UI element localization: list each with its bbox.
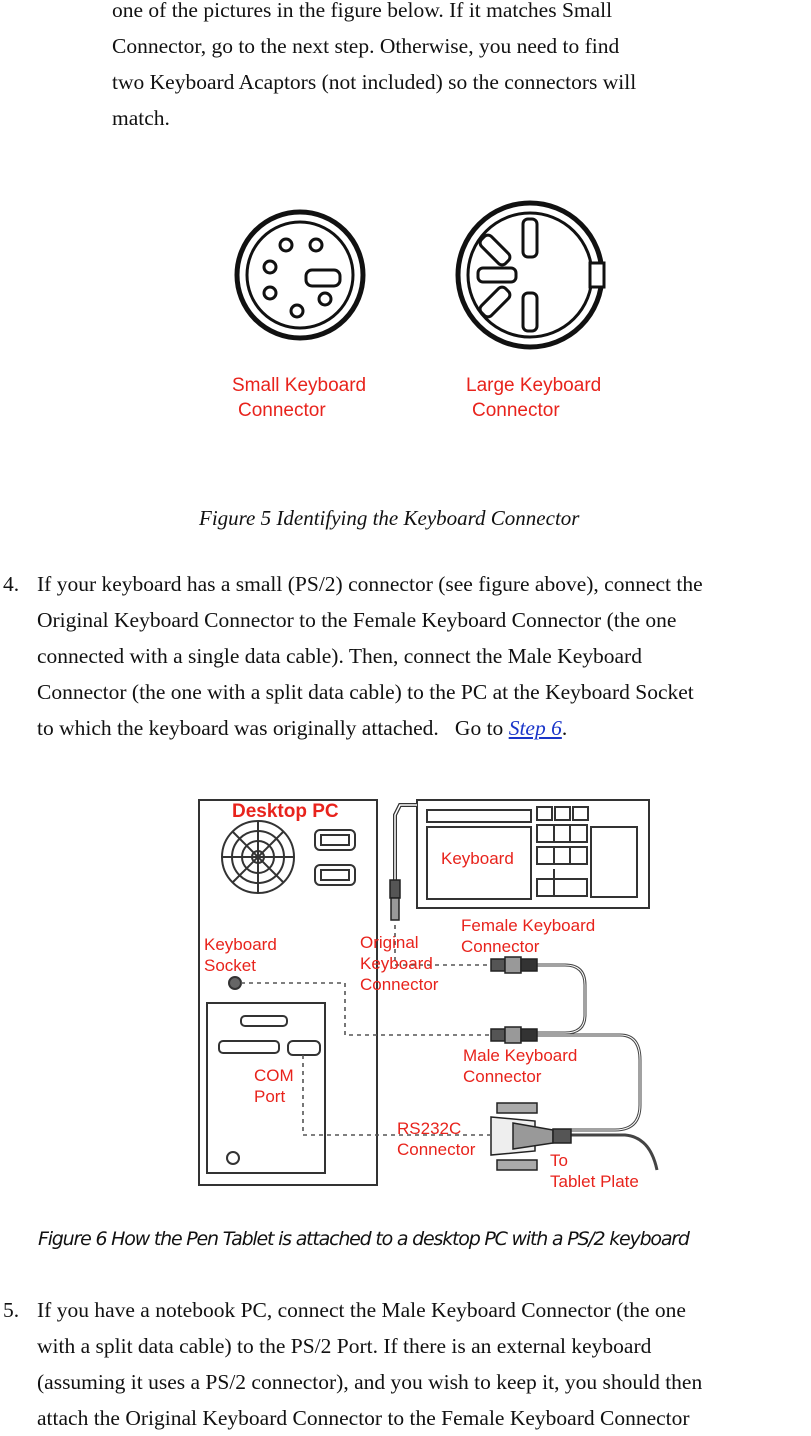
step-5-line: attach the Original Keyboard Connector to the Female Keyboard Connector	[37, 1406, 690, 1430]
com-line-1: COM	[254, 1066, 294, 1085]
female-line-1: Female Keyboard	[461, 916, 596, 935]
step-4-line: Original Keyboard Connector to the Female Keyboard Connector (the one	[37, 608, 677, 632]
small-label-line-1: Small Keyboard	[232, 375, 367, 396]
step-4-period: .	[561, 716, 568, 740]
original-line-3: Connector	[360, 975, 439, 994]
step-4-last-line	[37, 710, 703, 746]
intro-line: one of the pictures in the figure below. If it matches Small	[112, 0, 613, 22]
intro-line: match.	[112, 106, 170, 130]
male-line-2: Connector	[463, 1067, 542, 1086]
large-connector-icon	[458, 203, 604, 347]
large-label-line-1: Large Keyboard	[466, 375, 602, 396]
small-connector-icon	[237, 212, 363, 338]
intro-line: two Keyboard Acaptors (not included) so the connectors will	[112, 70, 637, 94]
tablet-line-1: To	[550, 1151, 568, 1170]
female-line-2: Connector	[461, 937, 540, 956]
male-line-1: Male Keyboard	[463, 1046, 578, 1065]
com-line-2: Port	[254, 1087, 286, 1106]
step-4-last-text: to which the keyboard was originally attached. Go to	[37, 716, 509, 740]
step-5-line: (assuming it uses a PS/2 connector), and you wish to keep it, you should then	[37, 1370, 703, 1394]
large-connector-label	[466, 373, 601, 423]
intro-line: Connector, go to the next step. Otherwise, you need to find	[112, 34, 620, 58]
keyboard-socket-label	[204, 934, 277, 976]
step-5-line: with a split data cable) to the PS/2 Port. If there is an external keyboard	[37, 1334, 652, 1358]
rs232c-line-2: Connector	[397, 1140, 476, 1159]
step-5-number: 5.	[3, 1298, 20, 1322]
original-line-1: Original	[360, 933, 419, 952]
step-4-line: connected with a single data cable). Then, connect the Male Keyboard	[37, 644, 642, 668]
keyboard-socket-line-1: Keyboard	[204, 935, 277, 954]
intro-paragraph	[112, 0, 636, 136]
keyboard-socket-line-2: Socket	[204, 956, 256, 975]
tablet-plate-label	[550, 1150, 639, 1192]
step-5-paragraph	[37, 1292, 702, 1436]
fan-grille-icon	[222, 821, 294, 893]
original-line-2: Keyboard	[360, 954, 433, 973]
keyboard-socket-port	[229, 977, 241, 989]
step-4-paragraph	[37, 566, 703, 746]
male-connector-label	[463, 1045, 577, 1087]
rs232c-line-1: RS232C	[397, 1119, 462, 1138]
power-socket-icon	[315, 830, 355, 885]
keyboard-label: Keyboard	[441, 849, 514, 868]
rs232c-label	[397, 1118, 475, 1160]
tablet-line-2: Tablet Plate	[550, 1172, 639, 1191]
step-6-link[interactable]: Step 6	[508, 716, 562, 740]
step-5-line: If you have a notebook PC, connect the Male Keyboard Connector (the one	[37, 1298, 686, 1322]
step-4-line: Connector (the one with a split data cable) to the PC at the Keyboard Socket	[37, 680, 694, 704]
small-connector-label	[232, 373, 366, 423]
original-connector-plug	[390, 880, 400, 920]
female-connector-plug	[491, 957, 537, 973]
small-label-line-2: Connector	[238, 400, 326, 421]
step-4-line: If your keyboard has a small (PS/2) connector (see figure above), connect the	[37, 572, 703, 596]
female-connector-label	[461, 915, 595, 957]
original-connector-label	[360, 932, 438, 995]
desktop-pc-label: Desktop PC	[232, 801, 339, 822]
male-connector-plug	[491, 1027, 537, 1043]
figure-6-caption: Figure 6 How the Pen Tablet is attached to a desktop PC with a PS/2 keyboard	[38, 1228, 689, 1250]
step-4-number: 4.	[3, 572, 20, 596]
com-port-label	[254, 1065, 294, 1107]
figure-5-caption: Figure 5 Identifying the Keyboard Connector	[199, 506, 580, 530]
large-label-line-2: Connector	[472, 400, 560, 421]
